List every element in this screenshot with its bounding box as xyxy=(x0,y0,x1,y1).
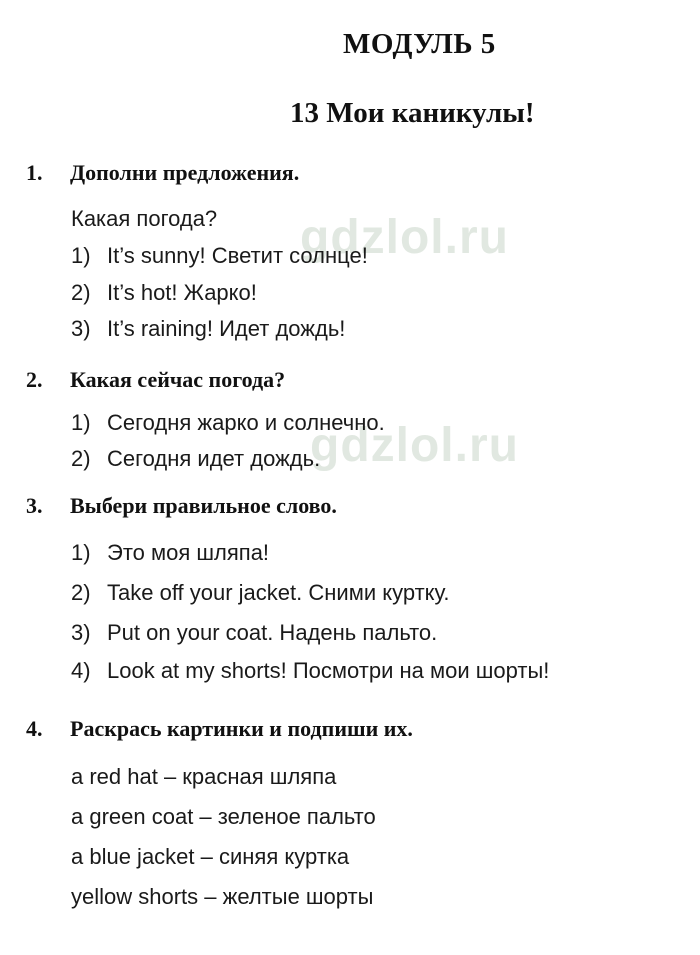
item-text: It’s sunny! Светит солнце! xyxy=(107,243,368,268)
item-text: Take off your jacket. Сними куртку. xyxy=(107,580,450,605)
item-text: Look at my shorts! Посмотри на мои шорты! xyxy=(107,658,550,683)
list-item xyxy=(71,243,368,269)
watermark: gdzlol.ru xyxy=(310,419,519,472)
item-number: 3) xyxy=(71,316,91,341)
list-item xyxy=(71,410,385,436)
task-heading xyxy=(26,493,337,519)
list-item xyxy=(71,446,320,472)
task-number: 2. xyxy=(26,367,43,392)
item-text: It’s hot! Жарко! xyxy=(107,280,257,305)
list-item xyxy=(71,316,345,342)
task-title: Раскрась картинки и подпиши их. xyxy=(70,716,413,741)
task-number: 1. xyxy=(26,160,43,185)
task-intro: Какая погода? xyxy=(71,206,218,231)
watermark: gdzlol.ru xyxy=(300,211,509,264)
list-item xyxy=(71,540,269,566)
item-number: 1) xyxy=(71,540,91,565)
module-title: МОДУЛЬ 5 xyxy=(343,28,496,60)
list-item: a green coat – зеленое пальто xyxy=(71,804,376,829)
task-title: Выбери правильное слово. xyxy=(70,493,337,518)
item-number: 1) xyxy=(71,243,91,268)
list-item xyxy=(71,620,437,646)
item-number: 1) xyxy=(71,410,91,435)
task-heading xyxy=(26,160,299,186)
item-number: 4) xyxy=(71,658,91,683)
lesson-title: 13 Мои каникулы! xyxy=(290,97,535,129)
task-heading xyxy=(26,367,285,393)
item-number: 2) xyxy=(71,280,91,305)
list-item xyxy=(71,280,257,306)
item-number: 3) xyxy=(71,620,91,645)
item-text: Сегодня жарко и солнечно. xyxy=(107,410,385,435)
task-number: 3. xyxy=(26,493,43,518)
list-item xyxy=(71,580,449,606)
item-text: It’s raining! Идет дождь! xyxy=(107,316,346,341)
list-item: a red hat – красная шляпа xyxy=(71,764,337,789)
task-heading xyxy=(26,716,413,742)
task-title: Дополни предложения. xyxy=(70,160,300,185)
item-text: Это моя шляпа! xyxy=(107,540,270,565)
item-text: Сегодня идет дождь. xyxy=(107,446,321,471)
task-title: Какая сейчас погода? xyxy=(70,367,286,392)
list-item xyxy=(71,658,549,684)
list-item: yellow shorts – желтые шорты xyxy=(71,884,374,909)
task-number: 4. xyxy=(26,716,43,741)
item-number: 2) xyxy=(71,580,91,605)
item-number: 2) xyxy=(71,446,91,471)
item-text: Put on your coat. Надень пальто. xyxy=(107,620,438,645)
list-item: a blue jacket – синяя куртка xyxy=(71,844,350,869)
